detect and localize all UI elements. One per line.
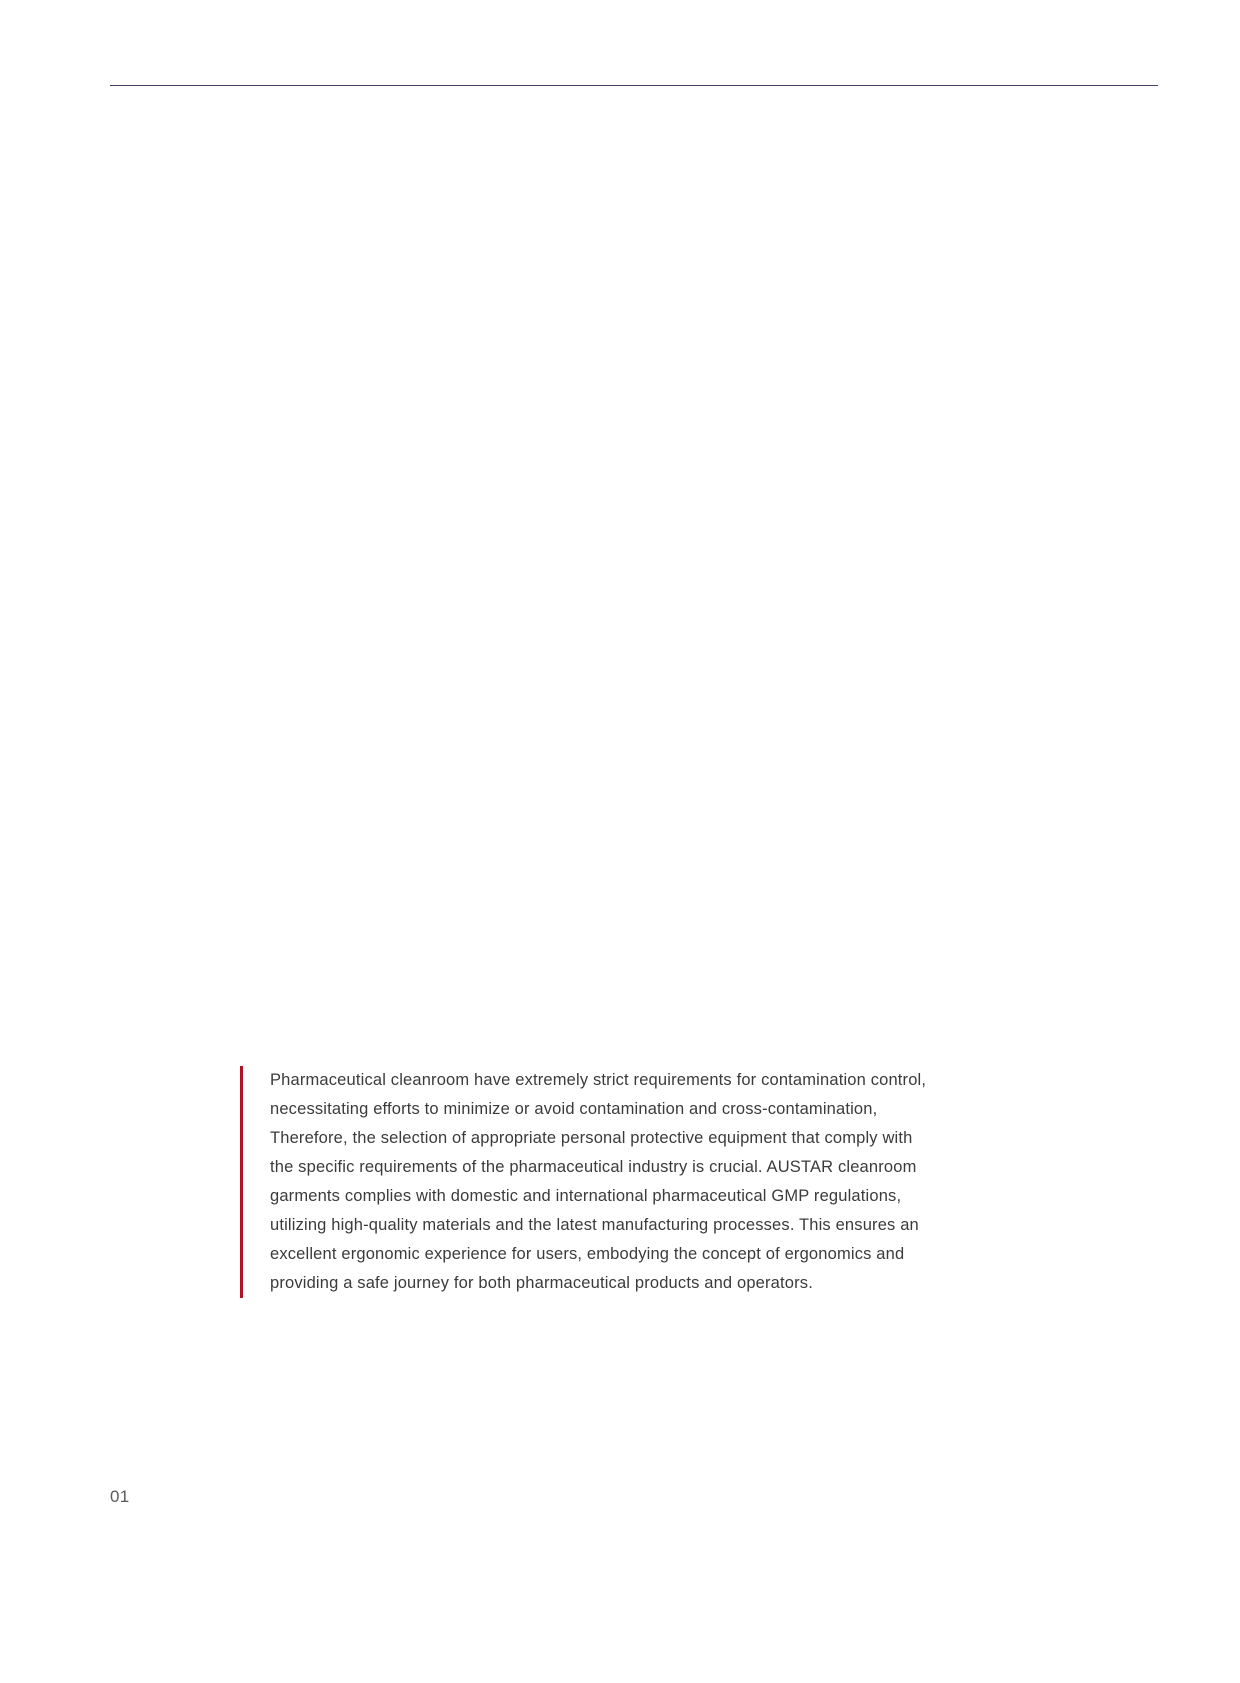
intro-paragraph-block	[240, 1066, 930, 1298]
header-divider	[110, 85, 1158, 86]
accent-bar	[240, 1066, 243, 1298]
page-number: 01	[110, 1487, 130, 1506]
intro-paragraph-text: Pharmaceutical cleanroom have extremely strict requirements for contamination control, necessitating efforts to minimize or avoid contamination and cross-contamination, Therefore, the selection of appropriate personal protective equipment that comply with the specific requirements of the pharmaceutical industry is crucial. AUSTAR cleanroom garments complies with domestic and international pharmaceutical GMP regulations, utilizing high-quality materials and the latest manufacturing processes. This ensures an excellent ergonomic experience for users, embodying the concept of ergonomics and providing a safe journey for both pharmaceutical products and operators.	[270, 1071, 927, 1292]
